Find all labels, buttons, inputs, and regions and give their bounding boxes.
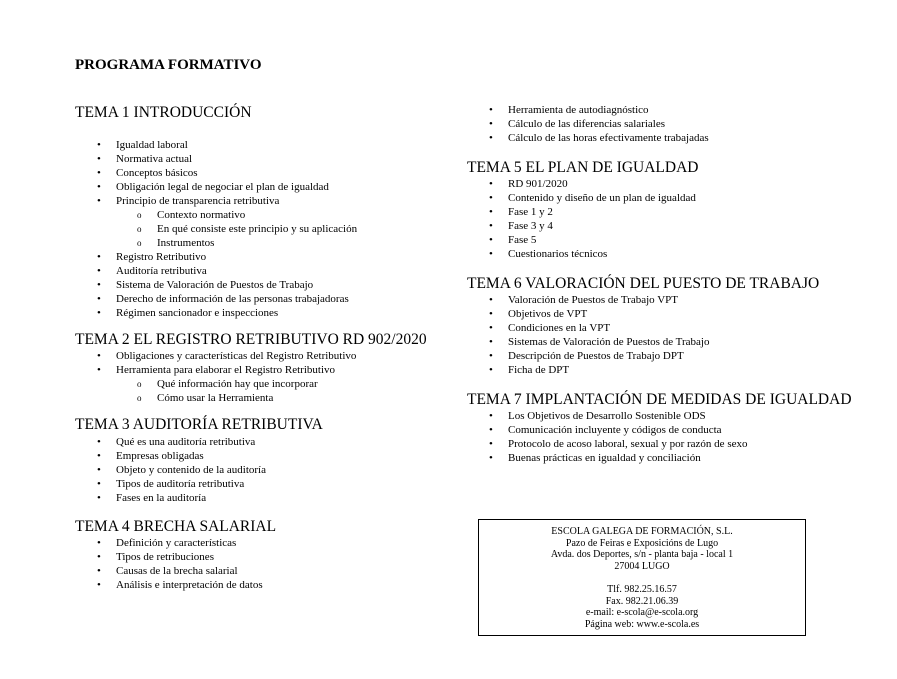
sub-bullet-icon: o: [137, 224, 142, 234]
list-item: Fase 3 y 4: [508, 220, 553, 232]
list-item: Herramienta de autodiagnóstico: [508, 104, 649, 116]
list-item: Valoración de Puestos de Trabajo VPT: [508, 294, 678, 306]
list-item: Objetivos de VPT: [508, 308, 588, 320]
list-item: Comunicación incluyente y códigos de conducta: [508, 424, 722, 436]
contact-address: Avda. dos Deportes, s/n - planta baja - local 1: [550, 549, 734, 560]
list-item: Definición y características: [116, 537, 237, 549]
list-item: Ficha de DPT: [508, 364, 570, 376]
list-item: Igualdad laboral: [116, 139, 188, 151]
bullet-icon: •: [97, 350, 101, 362]
contact-email[interactable]: e-mail: e-scola@e-scola.org: [585, 607, 699, 618]
bullet-icon: •: [97, 436, 101, 448]
bullet-icon: •: [489, 220, 493, 232]
bullet-icon: •: [97, 307, 101, 319]
bullet-icon: •: [489, 178, 493, 190]
list-item: Análisis e interpretación de datos: [116, 579, 263, 591]
list-item: Causas de la brecha salarial: [116, 565, 238, 577]
list-item: Contenido y diseño de un plan de igualdad: [508, 192, 696, 204]
document-title: PROGRAMA FORMATIVO: [75, 57, 262, 73]
list-item: Cálculo de las diferencias salariales: [508, 118, 665, 130]
list-item: Fase 1 y 2: [508, 206, 553, 218]
list-item: Conceptos básicos: [116, 167, 198, 179]
bullet-icon: •: [489, 322, 493, 334]
list-item: Herramienta para elaborar el Registro Retributivo: [116, 364, 335, 376]
bullet-icon: •: [489, 234, 493, 246]
list-item: Objeto y contenido de la auditoría: [116, 464, 266, 476]
list-item: Sistema de Valoración de Puestos de Trabajo: [116, 279, 314, 291]
bullet-icon: •: [489, 424, 493, 436]
list-item: Qué es una auditoría retributiva: [116, 436, 256, 448]
bullet-icon: •: [489, 308, 493, 320]
list-item: Normativa actual: [116, 153, 193, 165]
list-item: Fases en la auditoría: [116, 492, 207, 504]
bullet-icon: •: [489, 350, 493, 362]
bullet-icon: •: [97, 293, 101, 305]
tema-heading: TEMA 3 AUDITORÍA RETRIBUTIVA: [75, 416, 323, 433]
bullet-icon: •: [489, 452, 493, 464]
sub-list-item: Qué información hay que incorporar: [157, 378, 318, 390]
contact-venue: Pazo de Feiras e Exposicións de Lugo: [565, 537, 719, 549]
list-item: Obligaciones y características del Registro Retributivo: [116, 350, 357, 362]
bullet-icon: •: [489, 118, 493, 130]
list-item: Tipos de auditoría retributiva: [116, 478, 245, 490]
bullet-icon: •: [489, 364, 493, 376]
sub-bullet-icon: o: [137, 210, 142, 220]
contact-phone: Tlf. 982.25.16.57: [607, 584, 677, 595]
list-item: Registro Retributivo: [116, 251, 207, 263]
bullet-icon: •: [97, 153, 101, 165]
sub-bullet-icon: o: [137, 379, 142, 389]
bullet-icon: •: [97, 167, 101, 179]
list-item: Sistemas de Valoración de Puestos de Trabajo: [508, 336, 710, 348]
list-item: Cuestionarios técnicos: [508, 248, 608, 260]
bullet-icon: •: [489, 438, 493, 450]
list-item: Fase 5: [508, 234, 537, 246]
list-item: Los Objetivos de Desarrollo Sostenible ODS: [508, 410, 706, 422]
bullet-icon: •: [489, 336, 493, 348]
list-item: Derecho de información de las personas trabajadoras: [116, 293, 349, 305]
tema-heading: TEMA 6 VALORACIÓN DEL PUESTO DE TRABAJO: [467, 275, 820, 292]
contact-fax: Fax. 982.21.06.39: [605, 595, 679, 607]
bullet-icon: •: [489, 294, 493, 306]
list-item: Régimen sancionador e inspecciones: [116, 307, 279, 319]
bullet-icon: •: [489, 192, 493, 204]
list-item: Auditoría retributiva: [116, 265, 207, 277]
sub-list-item: En qué consiste este principio y su aplicación: [157, 223, 358, 235]
bullet-icon: •: [97, 478, 101, 490]
tema-heading: TEMA 2 EL REGISTRO RETRIBUTIVO RD 902/2020: [75, 331, 427, 348]
bullet-icon: •: [489, 410, 493, 422]
sub-list-item: Contexto normativo: [157, 209, 246, 221]
list-item: Descripción de Puestos de Trabajo DPT: [508, 350, 684, 362]
contact-web[interactable]: Página web: www.e-scola.es: [584, 618, 700, 630]
bullet-icon: •: [97, 251, 101, 263]
bullet-icon: •: [489, 104, 493, 116]
list-item: Obligación legal de negociar el plan de igualdad: [116, 181, 329, 193]
tema-heading: TEMA 4 BRECHA SALARIAL: [75, 518, 277, 535]
contact-box: [478, 519, 806, 636]
contact-company: ESCOLA GALEGA DE FORMACIÓN, S.L.: [551, 526, 733, 537]
bullet-icon: •: [97, 364, 101, 376]
tema-heading: TEMA 5 EL PLAN DE IGUALDAD: [467, 159, 699, 176]
bullet-icon: •: [489, 206, 493, 218]
bullet-icon: •: [97, 450, 101, 462]
bullet-icon: •: [489, 248, 493, 260]
bullet-icon: •: [97, 265, 101, 277]
bullet-icon: •: [97, 579, 101, 591]
bullet-icon: •: [97, 195, 101, 207]
list-item: Tipos de retribuciones: [116, 551, 214, 563]
bullet-icon: •: [97, 492, 101, 504]
list-item: Principio de transparencia retributiva: [116, 195, 280, 207]
bullet-icon: •: [97, 139, 101, 151]
list-item: Cálculo de las horas efectivamente trabajadas: [508, 132, 709, 144]
bullet-icon: •: [489, 132, 493, 144]
list-item: Condiciones en la VPT: [508, 322, 611, 334]
list-item: RD 901/2020: [508, 178, 568, 190]
sub-bullet-icon: o: [137, 238, 142, 248]
list-item: Protocolo de acoso laboral, sexual y por razón de sexo: [508, 438, 748, 450]
bullet-icon: •: [97, 464, 101, 476]
list-item: Empresas obligadas: [116, 450, 204, 462]
bullet-icon: •: [97, 181, 101, 193]
list-item: Buenas prácticas en igualdad y conciliación: [508, 452, 701, 464]
bullet-icon: •: [97, 279, 101, 291]
bullet-icon: •: [97, 551, 101, 563]
tema-heading: TEMA 1 INTRODUCCIÓN: [75, 104, 252, 121]
bullet-icon: •: [97, 537, 101, 549]
sub-list-item: Cómo usar la Herramienta: [157, 392, 274, 404]
bullet-icon: •: [97, 565, 101, 577]
contact-postal-city: 27004 LUGO: [614, 560, 670, 572]
sub-list-item: Instrumentos: [157, 237, 215, 249]
tema-heading: TEMA 7 IMPLANTACIÓN DE MEDIDAS DE IGUALDAD: [467, 391, 852, 408]
sub-bullet-icon: o: [137, 393, 142, 403]
